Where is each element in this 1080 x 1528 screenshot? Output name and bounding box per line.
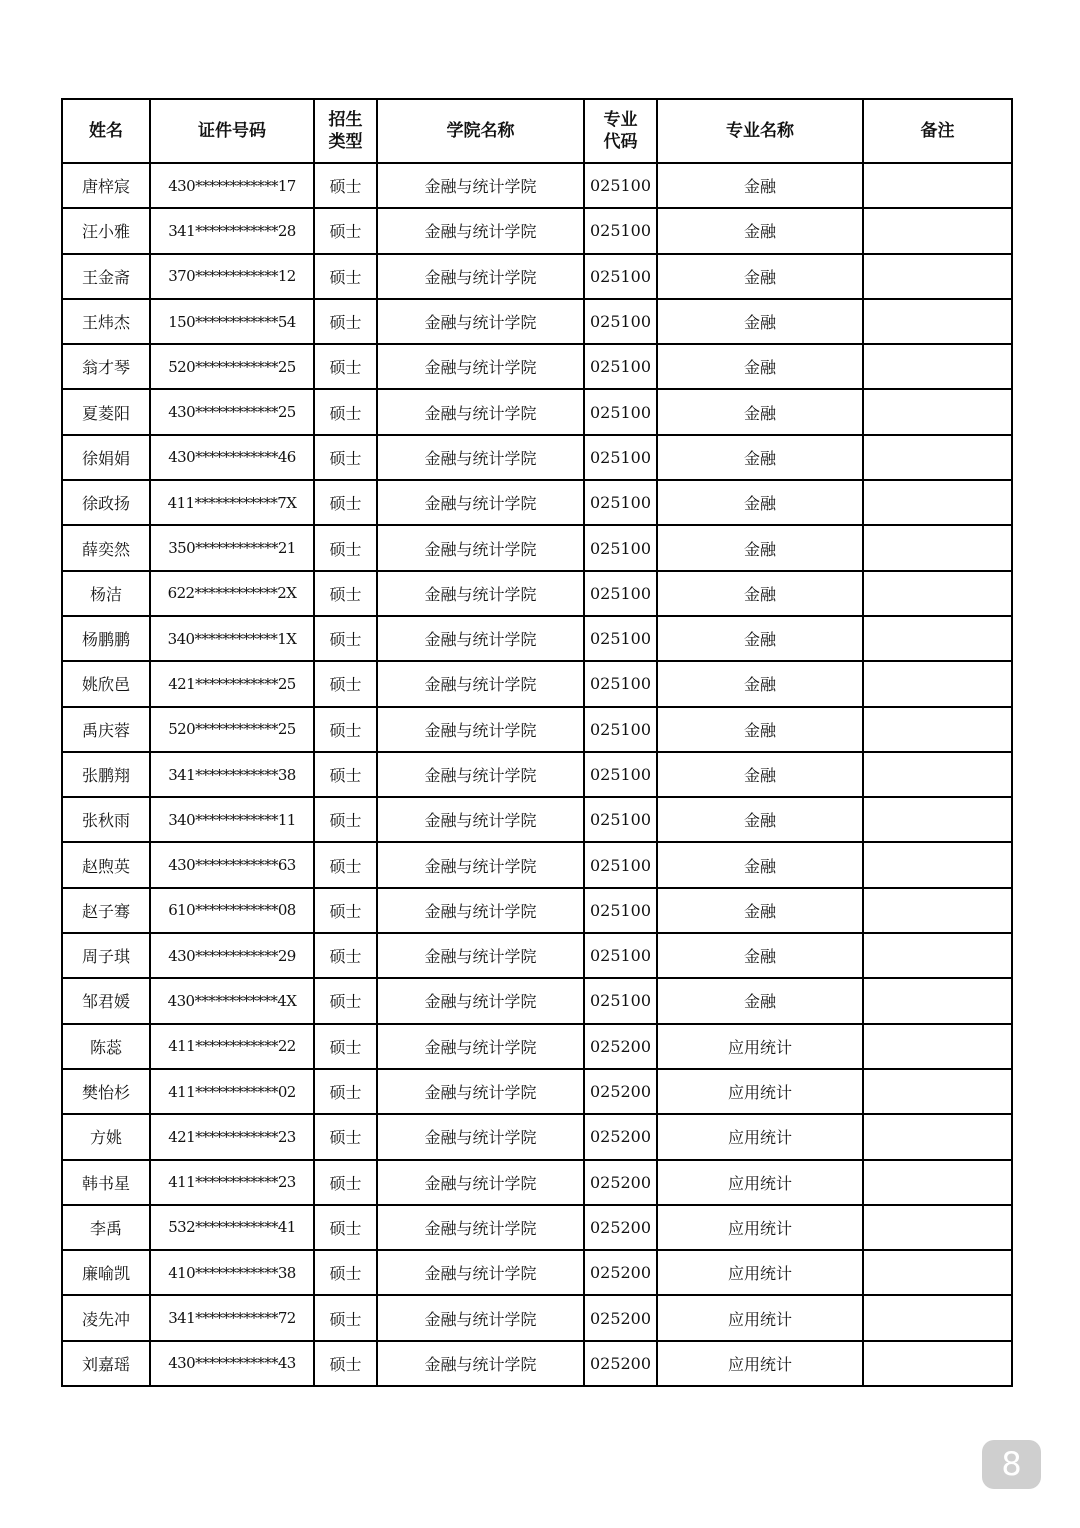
cell-enroll-type: 硕士 <box>314 1341 377 1386</box>
cell-major-code: 025100 <box>584 480 657 525</box>
cell-name: 赵子骞 <box>62 888 150 933</box>
cell-id-number: 411************02 <box>150 1069 314 1114</box>
cell-id-number: 532************41 <box>150 1205 314 1250</box>
cell-college: 金融与统计学院 <box>377 1069 584 1114</box>
cell-name: 杨鹏鹏 <box>62 616 150 661</box>
cell-id-number: 370************12 <box>150 254 314 299</box>
cell-remark <box>863 299 1012 344</box>
table-body <box>62 163 1012 1386</box>
cell-major-name: 应用统计 <box>657 1205 863 1250</box>
cell-major-code: 025100 <box>584 616 657 661</box>
cell-major-name: 金融 <box>657 571 863 616</box>
cell-enroll-type: 硕士 <box>314 842 377 887</box>
table-row <box>62 1295 1012 1340</box>
cell-major-name: 应用统计 <box>657 1114 863 1159</box>
cell-enroll-type: 硕士 <box>314 344 377 389</box>
table-row <box>62 1114 1012 1159</box>
cell-name: 王金斋 <box>62 254 150 299</box>
cell-name: 张鹏翔 <box>62 752 150 797</box>
cell-id-number: 430************29 <box>150 933 314 978</box>
cell-college: 金融与统计学院 <box>377 254 584 299</box>
cell-remark <box>863 254 1012 299</box>
table-row <box>62 1024 1012 1069</box>
header-major-code-line1: 专业 <box>603 110 638 130</box>
cell-enroll-type: 硕士 <box>314 571 377 616</box>
cell-major-name: 应用统计 <box>657 1341 863 1386</box>
cell-college: 金融与统计学院 <box>377 1205 584 1250</box>
cell-id-number: 341************72 <box>150 1295 314 1340</box>
cell-major-name: 金融 <box>657 480 863 525</box>
cell-enroll-type: 硕士 <box>314 1024 377 1069</box>
cell-college: 金融与统计学院 <box>377 888 584 933</box>
cell-remark <box>863 1160 1012 1205</box>
cell-enroll-type: 硕士 <box>314 525 377 570</box>
cell-major-code: 025200 <box>584 1341 657 1386</box>
table-row <box>62 254 1012 299</box>
table-row <box>62 1341 1012 1386</box>
header-id-number: 证件号码 <box>150 99 314 163</box>
cell-name: 杨洁 <box>62 571 150 616</box>
header-enroll-type <box>314 99 377 163</box>
cell-enroll-type: 硕士 <box>314 978 377 1023</box>
cell-enroll-type: 硕士 <box>314 1160 377 1205</box>
header-enroll-type-line2: 类型 <box>328 132 363 152</box>
cell-major-code: 025200 <box>584 1160 657 1205</box>
cell-name: 唐梓宸 <box>62 163 150 208</box>
cell-enroll-type: 硕士 <box>314 299 377 344</box>
table-row <box>62 842 1012 887</box>
cell-major-code: 025200 <box>584 1295 657 1340</box>
cell-college: 金融与统计学院 <box>377 389 584 434</box>
cell-name: 樊怡杉 <box>62 1069 150 1114</box>
cell-name: 凌先冲 <box>62 1295 150 1340</box>
cell-enroll-type: 硕士 <box>314 1205 377 1250</box>
cell-remark <box>863 208 1012 253</box>
cell-id-number: 341************28 <box>150 208 314 253</box>
cell-remark <box>863 978 1012 1023</box>
cell-major-name: 金融 <box>657 389 863 434</box>
table-row <box>62 389 1012 434</box>
cell-major-code: 025100 <box>584 344 657 389</box>
cell-name: 夏菱阳 <box>62 389 150 434</box>
cell-major-code: 025100 <box>584 707 657 752</box>
cell-college: 金融与统计学院 <box>377 1024 584 1069</box>
cell-major-name: 金融 <box>657 661 863 706</box>
cell-college: 金融与统计学院 <box>377 1250 584 1295</box>
cell-college: 金融与统计学院 <box>377 978 584 1023</box>
cell-college: 金融与统计学院 <box>377 933 584 978</box>
cell-major-code: 025100 <box>584 208 657 253</box>
cell-major-name: 应用统计 <box>657 1295 863 1340</box>
cell-enroll-type: 硕士 <box>314 1250 377 1295</box>
cell-remark <box>863 1250 1012 1295</box>
cell-major-code: 025100 <box>584 797 657 842</box>
cell-college: 金融与统计学院 <box>377 480 584 525</box>
cell-major-name: 应用统计 <box>657 1024 863 1069</box>
cell-id-number: 520************25 <box>150 707 314 752</box>
header-major-code-line2: 代码 <box>603 132 638 152</box>
cell-name: 刘嘉瑶 <box>62 1341 150 1386</box>
cell-id-number: 340************1X <box>150 616 314 661</box>
cell-major-code: 025100 <box>584 888 657 933</box>
cell-college: 金融与统计学院 <box>377 616 584 661</box>
cell-id-number: 350************21 <box>150 525 314 570</box>
cell-id-number: 610************08 <box>150 888 314 933</box>
cell-enroll-type: 硕士 <box>314 933 377 978</box>
cell-college: 金融与统计学院 <box>377 1295 584 1340</box>
cell-id-number: 411************7X <box>150 480 314 525</box>
cell-name: 薛奕然 <box>62 525 150 570</box>
cell-id-number: 430************43 <box>150 1341 314 1386</box>
table-row <box>62 661 1012 706</box>
cell-remark <box>863 525 1012 570</box>
cell-college: 金融与统计学院 <box>377 208 584 253</box>
cell-major-name: 金融 <box>657 842 863 887</box>
cell-enroll-type: 硕士 <box>314 208 377 253</box>
header-name: 姓名 <box>62 99 150 163</box>
cell-major-name: 金融 <box>657 299 863 344</box>
admission-list-table <box>61 98 1013 1387</box>
table-row <box>62 888 1012 933</box>
cell-id-number: 430************17 <box>150 163 314 208</box>
cell-college: 金融与统计学院 <box>377 571 584 616</box>
table-row <box>62 571 1012 616</box>
page-number-badge: 8 <box>982 1440 1041 1489</box>
cell-college: 金融与统计学院 <box>377 163 584 208</box>
cell-major-name: 金融 <box>657 344 863 389</box>
cell-id-number: 150************54 <box>150 299 314 344</box>
cell-major-name: 金融 <box>657 888 863 933</box>
cell-major-code: 025100 <box>584 299 657 344</box>
cell-major-code: 025100 <box>584 435 657 480</box>
cell-major-name: 金融 <box>657 707 863 752</box>
header-row <box>62 99 1012 163</box>
cell-remark <box>863 480 1012 525</box>
cell-remark <box>863 707 1012 752</box>
cell-remark <box>863 842 1012 887</box>
cell-id-number: 430************46 <box>150 435 314 480</box>
cell-remark <box>863 1069 1012 1114</box>
cell-college: 金融与统计学院 <box>377 707 584 752</box>
cell-major-name: 应用统计 <box>657 1160 863 1205</box>
cell-major-name: 金融 <box>657 616 863 661</box>
cell-enroll-type: 硕士 <box>314 1069 377 1114</box>
cell-remark <box>863 1114 1012 1159</box>
cell-major-code: 025100 <box>584 978 657 1023</box>
table-row <box>62 208 1012 253</box>
cell-id-number: 622************2X <box>150 571 314 616</box>
cell-remark <box>863 389 1012 434</box>
cell-major-code: 025100 <box>584 661 657 706</box>
cell-name: 韩书星 <box>62 1160 150 1205</box>
cell-id-number: 411************22 <box>150 1024 314 1069</box>
header-enroll-type-line1: 招生 <box>328 110 363 130</box>
cell-remark <box>863 752 1012 797</box>
cell-name: 徐政扬 <box>62 480 150 525</box>
cell-college: 金融与统计学院 <box>377 299 584 344</box>
table-row <box>62 480 1012 525</box>
table-row <box>62 435 1012 480</box>
cell-remark <box>863 1205 1012 1250</box>
cell-college: 金融与统计学院 <box>377 1114 584 1159</box>
cell-major-name: 应用统计 <box>657 1250 863 1295</box>
cell-major-code: 025100 <box>584 571 657 616</box>
cell-major-code: 025200 <box>584 1250 657 1295</box>
cell-remark <box>863 1341 1012 1386</box>
cell-enroll-type: 硕士 <box>314 389 377 434</box>
table-row <box>62 1205 1012 1250</box>
cell-name: 赵煦英 <box>62 842 150 887</box>
cell-name: 廉喻凯 <box>62 1250 150 1295</box>
header-major-name: 专业名称 <box>657 99 863 163</box>
table-row <box>62 525 1012 570</box>
cell-enroll-type: 硕士 <box>314 797 377 842</box>
cell-remark <box>863 1024 1012 1069</box>
table-row <box>62 752 1012 797</box>
cell-college: 金融与统计学院 <box>377 797 584 842</box>
cell-remark <box>863 888 1012 933</box>
cell-enroll-type: 硕士 <box>314 752 377 797</box>
cell-college: 金融与统计学院 <box>377 661 584 706</box>
cell-major-code: 025100 <box>584 254 657 299</box>
cell-enroll-type: 硕士 <box>314 707 377 752</box>
cell-remark <box>863 344 1012 389</box>
cell-id-number: 421************23 <box>150 1114 314 1159</box>
cell-major-code: 025100 <box>584 933 657 978</box>
cell-major-name: 金融 <box>657 933 863 978</box>
cell-major-code: 025200 <box>584 1114 657 1159</box>
cell-college: 金融与统计学院 <box>377 1160 584 1205</box>
cell-remark <box>863 163 1012 208</box>
cell-major-name: 金融 <box>657 797 863 842</box>
cell-remark <box>863 616 1012 661</box>
cell-name: 翁才琴 <box>62 344 150 389</box>
cell-id-number: 520************25 <box>150 344 314 389</box>
table-row <box>62 978 1012 1023</box>
cell-id-number: 410************38 <box>150 1250 314 1295</box>
table-row <box>62 1250 1012 1295</box>
cell-college: 金融与统计学院 <box>377 1341 584 1386</box>
header-remark: 备注 <box>863 99 1012 163</box>
cell-remark <box>863 1295 1012 1340</box>
table-row <box>62 933 1012 978</box>
table-row <box>62 616 1012 661</box>
cell-remark <box>863 797 1012 842</box>
cell-major-name: 金融 <box>657 525 863 570</box>
cell-college: 金融与统计学院 <box>377 525 584 570</box>
table-row <box>62 344 1012 389</box>
cell-name: 禹庆蓉 <box>62 707 150 752</box>
cell-enroll-type: 硕士 <box>314 254 377 299</box>
cell-enroll-type: 硕士 <box>314 1295 377 1340</box>
cell-major-name: 金融 <box>657 752 863 797</box>
header-college: 学院名称 <box>377 99 584 163</box>
cell-major-code: 025100 <box>584 842 657 887</box>
cell-college: 金融与统计学院 <box>377 435 584 480</box>
cell-remark <box>863 435 1012 480</box>
cell-id-number: 341************38 <box>150 752 314 797</box>
cell-remark <box>863 933 1012 978</box>
cell-name: 周子琪 <box>62 933 150 978</box>
cell-enroll-type: 硕士 <box>314 435 377 480</box>
cell-enroll-type: 硕士 <box>314 480 377 525</box>
cell-id-number: 430************25 <box>150 389 314 434</box>
cell-major-code: 025200 <box>584 1024 657 1069</box>
table-row <box>62 163 1012 208</box>
table-row <box>62 707 1012 752</box>
cell-enroll-type: 硕士 <box>314 616 377 661</box>
cell-id-number: 430************4X <box>150 978 314 1023</box>
cell-name: 张秋雨 <box>62 797 150 842</box>
cell-major-code: 025100 <box>584 163 657 208</box>
cell-name: 方姚 <box>62 1114 150 1159</box>
cell-enroll-type: 硕士 <box>314 163 377 208</box>
cell-major-name: 金融 <box>657 254 863 299</box>
cell-major-code: 025200 <box>584 1205 657 1250</box>
cell-name: 王炜杰 <box>62 299 150 344</box>
cell-enroll-type: 硕士 <box>314 1114 377 1159</box>
cell-name: 徐娟娟 <box>62 435 150 480</box>
cell-name: 李禹 <box>62 1205 150 1250</box>
cell-name: 邹君媛 <box>62 978 150 1023</box>
cell-remark <box>863 571 1012 616</box>
cell-name: 汪小雅 <box>62 208 150 253</box>
cell-remark <box>863 661 1012 706</box>
cell-major-code: 025100 <box>584 752 657 797</box>
cell-major-name: 应用统计 <box>657 1069 863 1114</box>
cell-college: 金融与统计学院 <box>377 752 584 797</box>
header-major-code <box>584 99 657 163</box>
cell-major-code: 025100 <box>584 525 657 570</box>
cell-name: 陈蕊 <box>62 1024 150 1069</box>
cell-enroll-type: 硕士 <box>314 661 377 706</box>
cell-major-name: 金融 <box>657 978 863 1023</box>
cell-major-code: 025200 <box>584 1069 657 1114</box>
table-row <box>62 299 1012 344</box>
cell-enroll-type: 硕士 <box>314 888 377 933</box>
cell-major-code: 025100 <box>584 389 657 434</box>
cell-id-number: 411************23 <box>150 1160 314 1205</box>
cell-college: 金融与统计学院 <box>377 344 584 389</box>
cell-id-number: 430************63 <box>150 842 314 887</box>
cell-major-name: 金融 <box>657 208 863 253</box>
table-row <box>62 1069 1012 1114</box>
table-row <box>62 1160 1012 1205</box>
cell-id-number: 421************25 <box>150 661 314 706</box>
cell-name: 姚欣邑 <box>62 661 150 706</box>
cell-major-name: 金融 <box>657 163 863 208</box>
cell-major-name: 金融 <box>657 435 863 480</box>
table-row <box>62 797 1012 842</box>
cell-college: 金融与统计学院 <box>377 842 584 887</box>
cell-id-number: 340************11 <box>150 797 314 842</box>
